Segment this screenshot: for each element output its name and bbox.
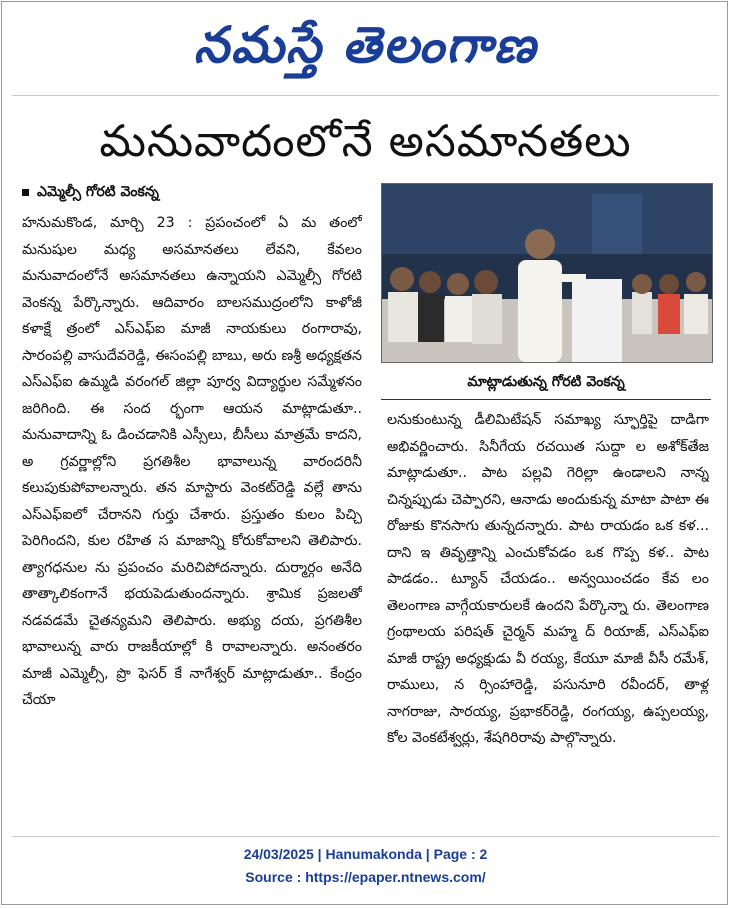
footer-divider: [12, 836, 719, 837]
footer-date-edition: 24/03/2025 | Hanumakonda | Page : 2: [243, 846, 488, 862]
byline: [22, 184, 159, 203]
article-column-1: హనుమకొండ, మార్చి 23 : ప్రపంచంలో ఏ మ తంలో మనుషుల మధ్య అసమానతలు లేవని, కేవలం మనువాదంలోనే అసమానతలు ఉన్నాయని ఎమ్మెల్సీ గోరటి వెంకన్న పేర్కొన్నారు. ఆదివారం బాలసముద్రంలోని కాళోజీ కళాక్షే త్రంలో ఎస్ఎఫ్ఐ మాజీ నాయకులు రంగారావు, సారంపల్లి వాసుదేవరెడ్డి, ఈసంపల్లి బాబు, అరు ణశ్రీ అధ్యక్షతన ఎస్ఎఫ్ఐ ఉమ్మడి వరంగల్ జిల్లా పూర్వ విద్యార్థుల సమ్మేళనం జరిగింది. ఈ సంద ర్భంగా ఆయన మాట్లాడుతూ.. మనువాదాన్ని ఓ డించడానికి ఎస్సీలు, బీసీలు మాత్రమే కాదని, అ గ్రవర్ణాల్లోని ప్రగతిశీల భావాలున్న వారందరినీ కలుపుకుపోవాలన్నారు. తన మాస్టారు వెంకట్‌రెడ్డి వల్లే తాను ఎస్ఎఫ్ఐలో చేరానని గుర్తు చేశారు. ప్రస్తుతం కులం పిచ్చి పెరిగిందని, కుల రహిత స మాజాన్ని కోరుకోవాలని తెలిపారు. త్యాగధనుల ను ప్రపంచం మరిచిపోదన్నారు. దుర్మార్గం అనేది తాత్కాలికంగానే భయపెడుతుందన్నారు. శ్రామిక ప్రజలతో నడవడమే చైతన్యమని తెలిపారు. అభ్యు దయ, ప్రగతిశీల భావాలున్న వారు రాజకీయాల్లో కి రావాలన్నారు. అనంతరం మాజీ ఎమ్మెల్సీ, ప్రొ ఫెసర్ కే నాగేశ్వర్ మాట్లాడుతూ.. కేంద్రం చేయా: [22, 215, 362, 708]
speaker-photo-illustration: [382, 184, 712, 362]
photo-caption-text: మాట్లాడుతున్న గోరటి వెంకన్న: [467, 374, 625, 390]
bullet-square-icon: [22, 189, 29, 196]
article-headline: [0, 112, 731, 172]
article-column-2: లనుకుంటున్న డీలిమిటేషన్ సమాఖ్య స్ఫూర్తిపై దాడిగా అభివర్ణించారు. సినీగేయ రచయిత సుద్దా ల అశోక్‌తేజ మాట్లాడుతూ.. పాట పల్లవి గెరిల్లా ఉండాలని నాన్న చిన్నప్పుడు చెప్పారని, ఆనాడు అందుకున్న మాటా పాటా ఈ రోజుకు కొనసాగు తున్నదన్నారు. పాట రాయడం ఒక కళ... దాని ఇ తివృత్తాన్ని ఎంచుకోవడం ఒక గొప్ప కళ.. పాట పాడడం.. ట్యూన్ చేయడం.. అన్వయించడం కేవ లం తెలంగాణ వాగ్గేయకారులకే ఉందని పేర్కొన్నా రు. తెలంగాణ గ్రంథాలయ పరిషత్ చైర్మన్ మహ్మ ద్ రియాజ్, ఎస్ఎఫ్ఐ మాజీ రాష్ట్ర అధ్యక్షుడు వీ రయ్య, కేయూ మాజీ వీసీ రమేశ్, రాములు, న ర్సింహారెడ్డి, పసునూరి రవీందర్, తాళ్ల నాగరాజు, సారయ్య, ప్రభాకర్‌రెడ్డి, రంగయ్య, ఉప్పలయ్య, కోల వెంకటేశ్వర్లు, శేషగిరిరావు పాల్గొన్నారు.: [387, 412, 709, 746]
byline-text: ఎమ్మెల్సీ గోరటి వెంకన్న: [37, 184, 159, 200]
article-photo: [381, 183, 713, 363]
newspaper-masthead: [0, 6, 731, 84]
masthead-title: నమస్తే తెలంగాణ: [193, 16, 538, 74]
divider: [12, 95, 719, 96]
headline-text: మనువాదంలోనే అసమానతలు: [99, 116, 632, 167]
footer-source: Source : https://epaper.ntnews.com/: [245, 869, 486, 885]
photo-caption: [381, 365, 711, 400]
